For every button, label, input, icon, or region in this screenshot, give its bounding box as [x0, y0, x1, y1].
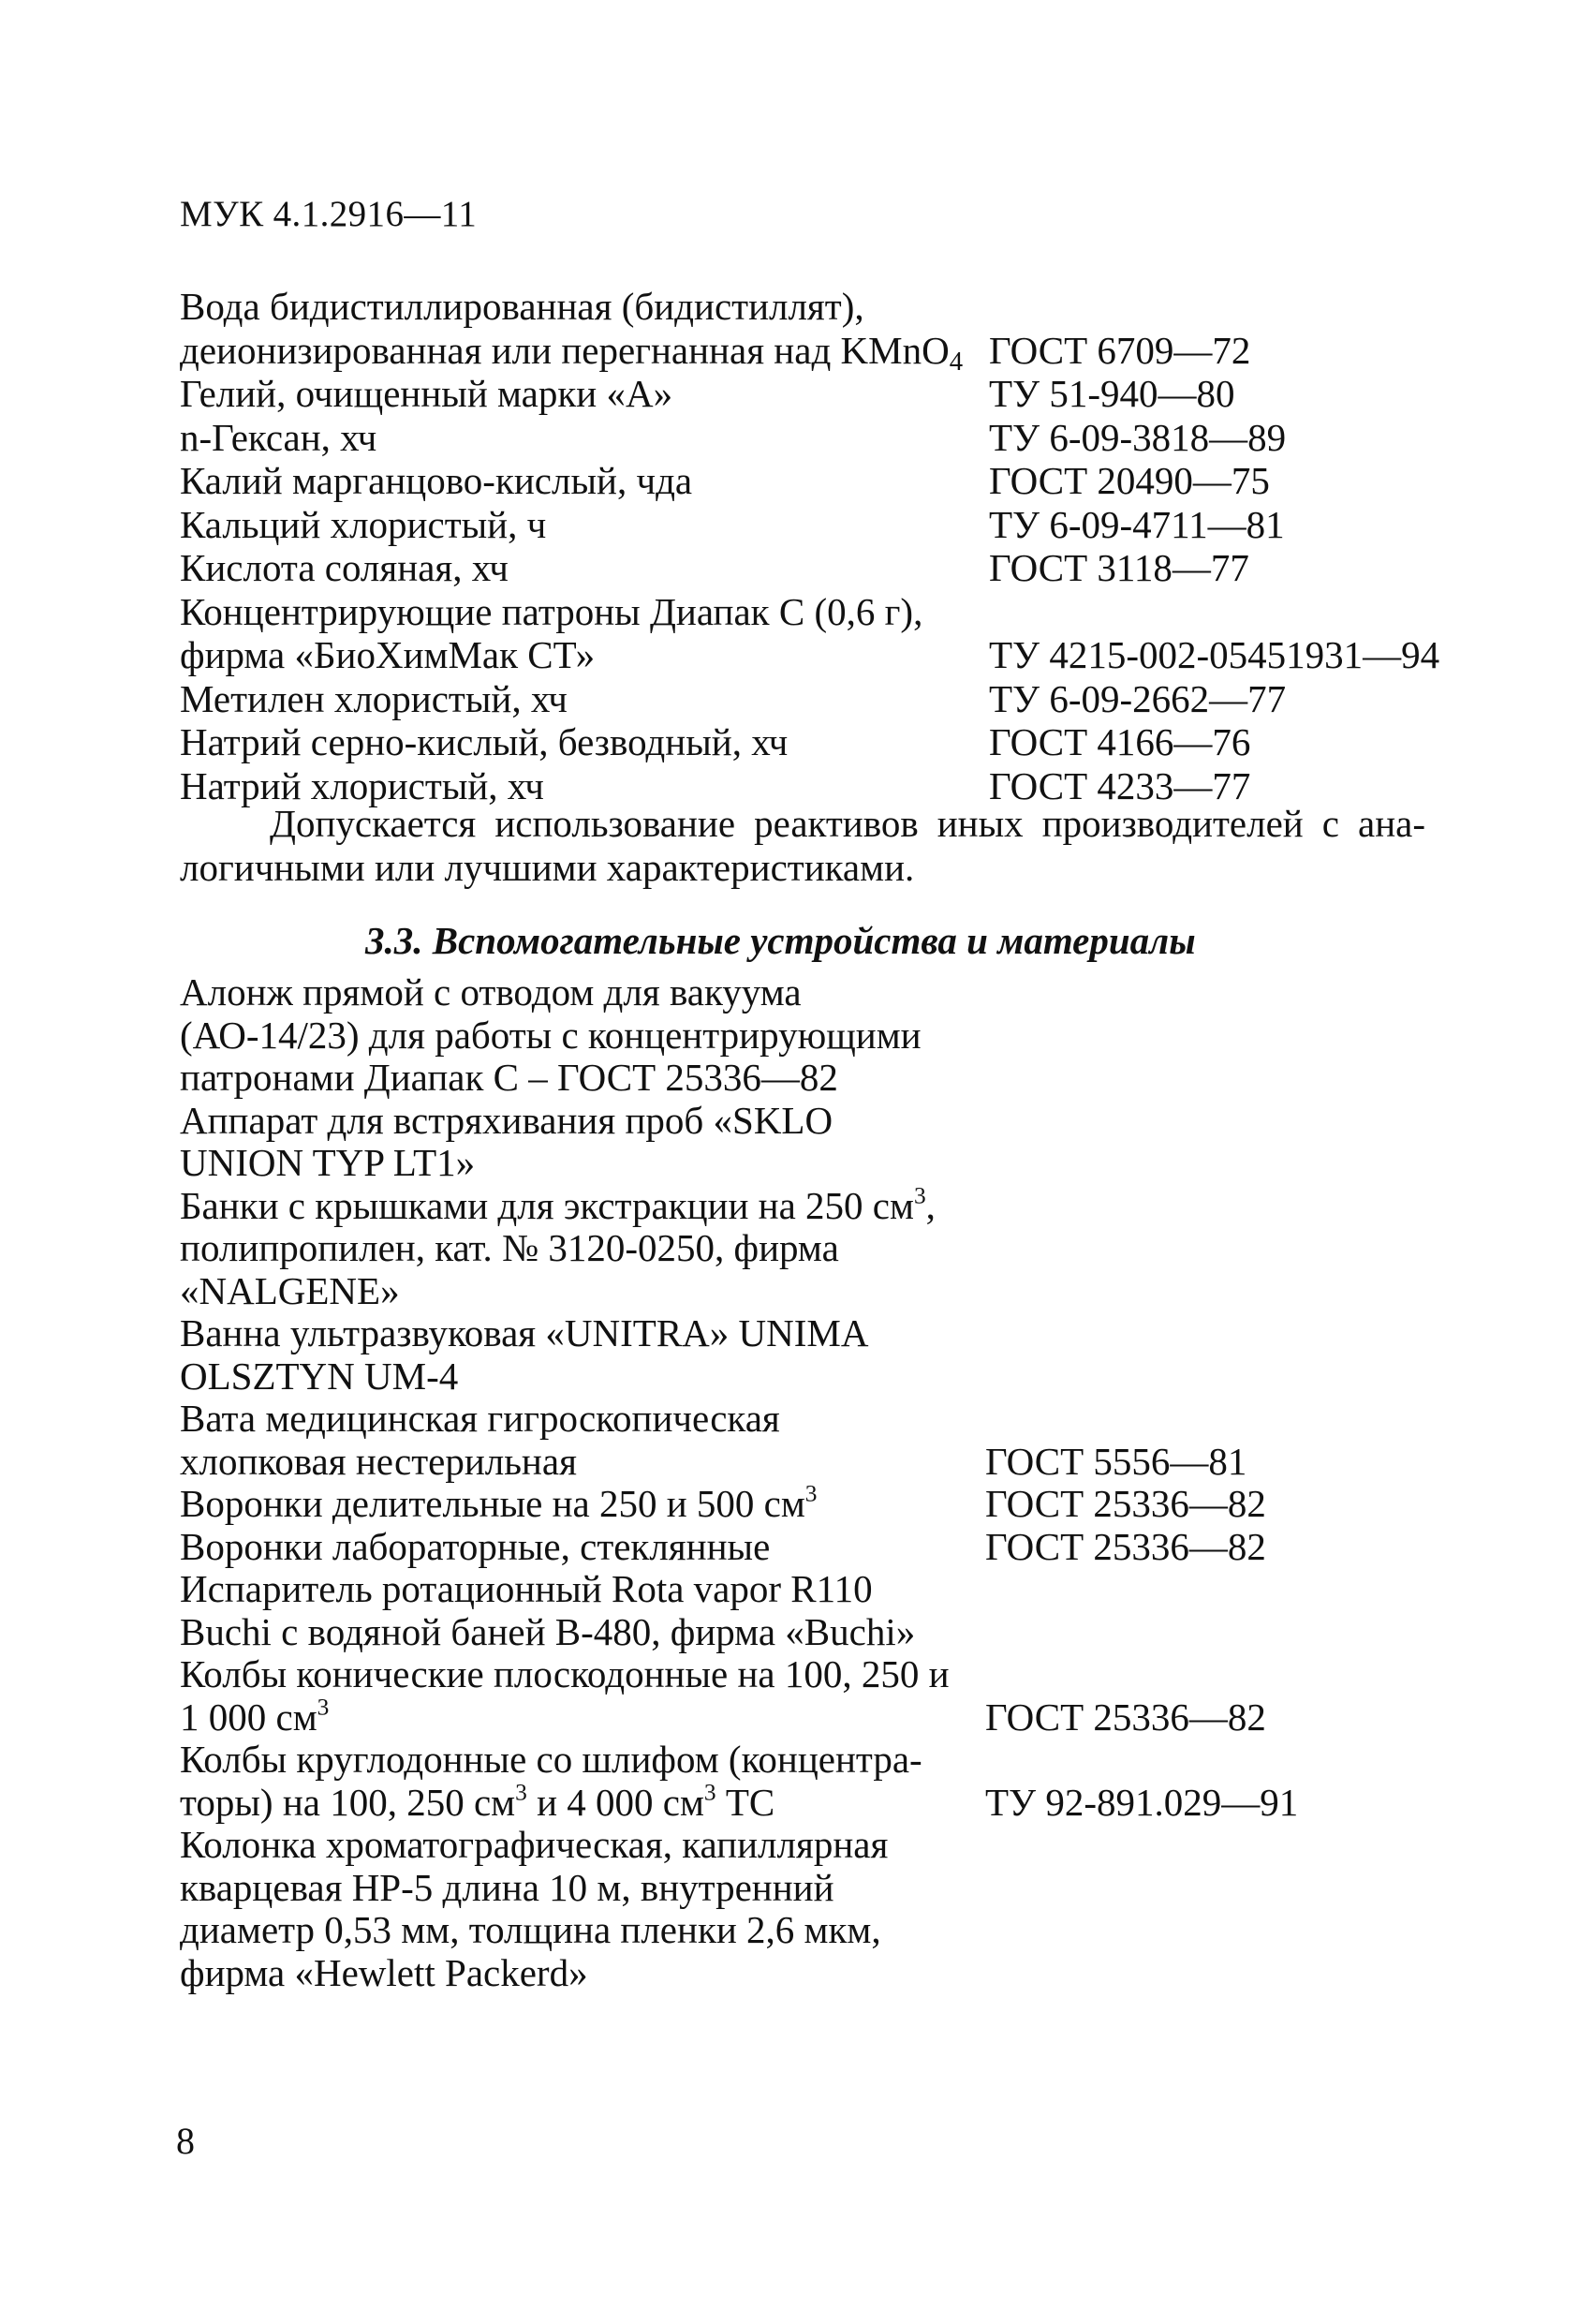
list-item: [180, 1526, 1500, 1569]
material-standard: ТУ 92-891.029—91: [985, 1780, 1299, 1824]
reagent-standard: ТУ 6-09-3818—89: [989, 415, 1287, 459]
material-name: Buchi с водяной баней B-480, фирма «Buchi»: [180, 1609, 916, 1653]
list-item: [180, 971, 1500, 1014]
material-name: Колбы круглодонные со шлифом (концентра-: [180, 1738, 922, 1781]
reagents-list: [180, 285, 1500, 807]
list-item: [180, 1142, 1500, 1185]
list-item: [180, 1355, 1500, 1399]
list-item: [180, 1270, 1500, 1313]
material-name: торы) на 100, 250 $см^3$ и 4 000 $см^3$ ТС: [180, 1778, 775, 1824]
reagent-standard: ТУ 6-09-2662—77: [989, 676, 1287, 720]
material-name: хлопковая нестерильная: [180, 1439, 577, 1483]
list-item: [180, 1568, 1500, 1611]
material-name: фирма «Hewlett Packerd»: [180, 1950, 588, 1994]
list-item: [180, 720, 1500, 764]
material-name: Алонж прямой с отводом для вакуума: [180, 970, 802, 1014]
list-item: [180, 1739, 1500, 1782]
list-item: [180, 459, 1500, 503]
reagent-name: Гелий, очищенный марки «А»: [180, 372, 673, 415]
material-name: кварцевая HP-5 длина 10 м, внутренний: [180, 1865, 834, 1909]
list-item: [180, 1611, 1500, 1654]
reagent-name: n-Гексан, хч: [180, 415, 377, 459]
list-item: [180, 1653, 1500, 1696]
reagent-name: деионизированная или перегнанная над KMnO$_4$: [180, 328, 964, 377]
material-standard: ГОСТ 25336—82: [985, 1695, 1266, 1739]
material-name: полипропилен, кат. № 3120-0250, фирма: [180, 1226, 839, 1269]
material-name: патронами Диапак С – ГОСТ 25336—82: [180, 1056, 838, 1099]
list-item: [180, 1824, 1500, 1867]
reagent-name: Натрий серно-кислый, безводный, хч: [180, 720, 789, 763]
material-name: диаметр 0,53 мм, толщина пленки 2,6 мкм,: [180, 1908, 881, 1951]
list-item: [180, 1480, 1500, 1526]
list-item: [180, 590, 1500, 634]
list-item: [180, 1227, 1500, 1270]
list-item: [180, 546, 1500, 590]
list-item: [180, 285, 1500, 329]
list-item: [180, 1312, 1500, 1355]
material-name: Аппарат для встряхивания проб «SKLO: [180, 1098, 833, 1142]
material-name: Колбы конические плоскодонные на 100, 250 и: [180, 1652, 950, 1695]
reagent-standard: ГОСТ 4166—76: [989, 720, 1251, 763]
material-name: Воронки делительные на 250 и 500 $см^3$: [180, 1480, 818, 1525]
list-item: [180, 1398, 1500, 1441]
section-heading: 3.3. Вспомогательные устройства и материалы: [365, 919, 1196, 962]
note-line: Допускается использование реактивов иных производителей с ана-: [270, 802, 1425, 845]
document-code-header: МУК 4.1.2916—11: [180, 194, 478, 234]
reagent-standard: ГОСТ 3118—77: [989, 546, 1249, 589]
material-name: Воронки лабораторные, стеклянные: [180, 1524, 771, 1568]
material-name: (АО-14/23) для работы с концентрирующими: [180, 1013, 922, 1057]
reagent-standard: ГОСТ 4233—77: [989, 763, 1251, 807]
reagent-name: Калий марганцово-кислый, чда: [180, 459, 693, 502]
material-name: Испаритель ротационный Rota vapor R110: [180, 1567, 873, 1610]
reagent-name: Кальций хлористый, ч: [180, 502, 547, 546]
list-item: [180, 328, 1500, 377]
material-name: «NALGENE»: [180, 1268, 400, 1312]
reagent-name: Метилен хлористый, хч: [180, 676, 568, 720]
reagent-name: Натрий хлористый, хч: [180, 763, 544, 807]
list-item: [180, 416, 1500, 460]
reagent-standard: ТУ 51-940—80: [989, 372, 1235, 415]
list-item: [180, 1952, 1500, 1995]
reagent-name: Вода бидистиллированная (бидистиллят),: [180, 285, 864, 328]
reagent-name: фирма «БиоХимМак СТ»: [180, 633, 596, 676]
list-item: [180, 1100, 1500, 1143]
material-name: Вата медицинская гигроскопическая: [180, 1397, 780, 1440]
page-number: 8: [176, 2120, 195, 2162]
material-name: 1 000 $см^3$: [180, 1693, 330, 1739]
note-paragraph: [180, 802, 1425, 890]
material-standard: ГОСТ 25336—82: [985, 1524, 1266, 1568]
material-standard: ГОСТ 5556—81: [985, 1439, 1247, 1483]
list-item: [180, 677, 1500, 721]
material-name: OLSZTYN UM-4: [180, 1354, 459, 1398]
list-item: [180, 633, 1500, 677]
note-line: логичными или лучшими характеристиками.: [180, 846, 915, 889]
aux-materials-list: [180, 971, 1500, 1994]
list-item: [180, 1441, 1500, 1484]
material-name: Банки с крышками для экстракции на 250 $см^3$,: [180, 1181, 936, 1227]
list-item: [180, 1778, 1500, 1825]
list-item: [180, 1909, 1500, 1952]
reagent-name: Кислота соляная, хч: [180, 546, 509, 589]
list-item: [180, 1867, 1500, 1910]
reagent-standard: ГОСТ 6709—72: [989, 328, 1251, 372]
material-standard: ГОСТ 25336—82: [985, 1482, 1266, 1525]
reagent-standard: ТУ 4215-002-05451931—94: [989, 633, 1440, 676]
material-name: Ванна ультразвуковая «UNITRA» UNIMA: [180, 1311, 869, 1354]
list-item: [180, 1057, 1500, 1100]
material-name: UNION TYP LT1»: [180, 1141, 476, 1184]
list-item: [180, 503, 1500, 547]
list-item: [180, 372, 1500, 416]
reagent-standard: ГОСТ 20490—75: [989, 459, 1270, 502]
reagent-name: Концентрирующие патроны Диапак С (0,6 г),: [180, 589, 923, 633]
reagent-standard: ТУ 6-09-4711—81: [989, 502, 1285, 546]
list-item: [180, 1693, 1500, 1739]
material-name: Колонка хроматографическая, капиллярная: [180, 1823, 889, 1866]
list-item: [180, 1014, 1500, 1058]
list-item: [180, 1181, 1500, 1228]
